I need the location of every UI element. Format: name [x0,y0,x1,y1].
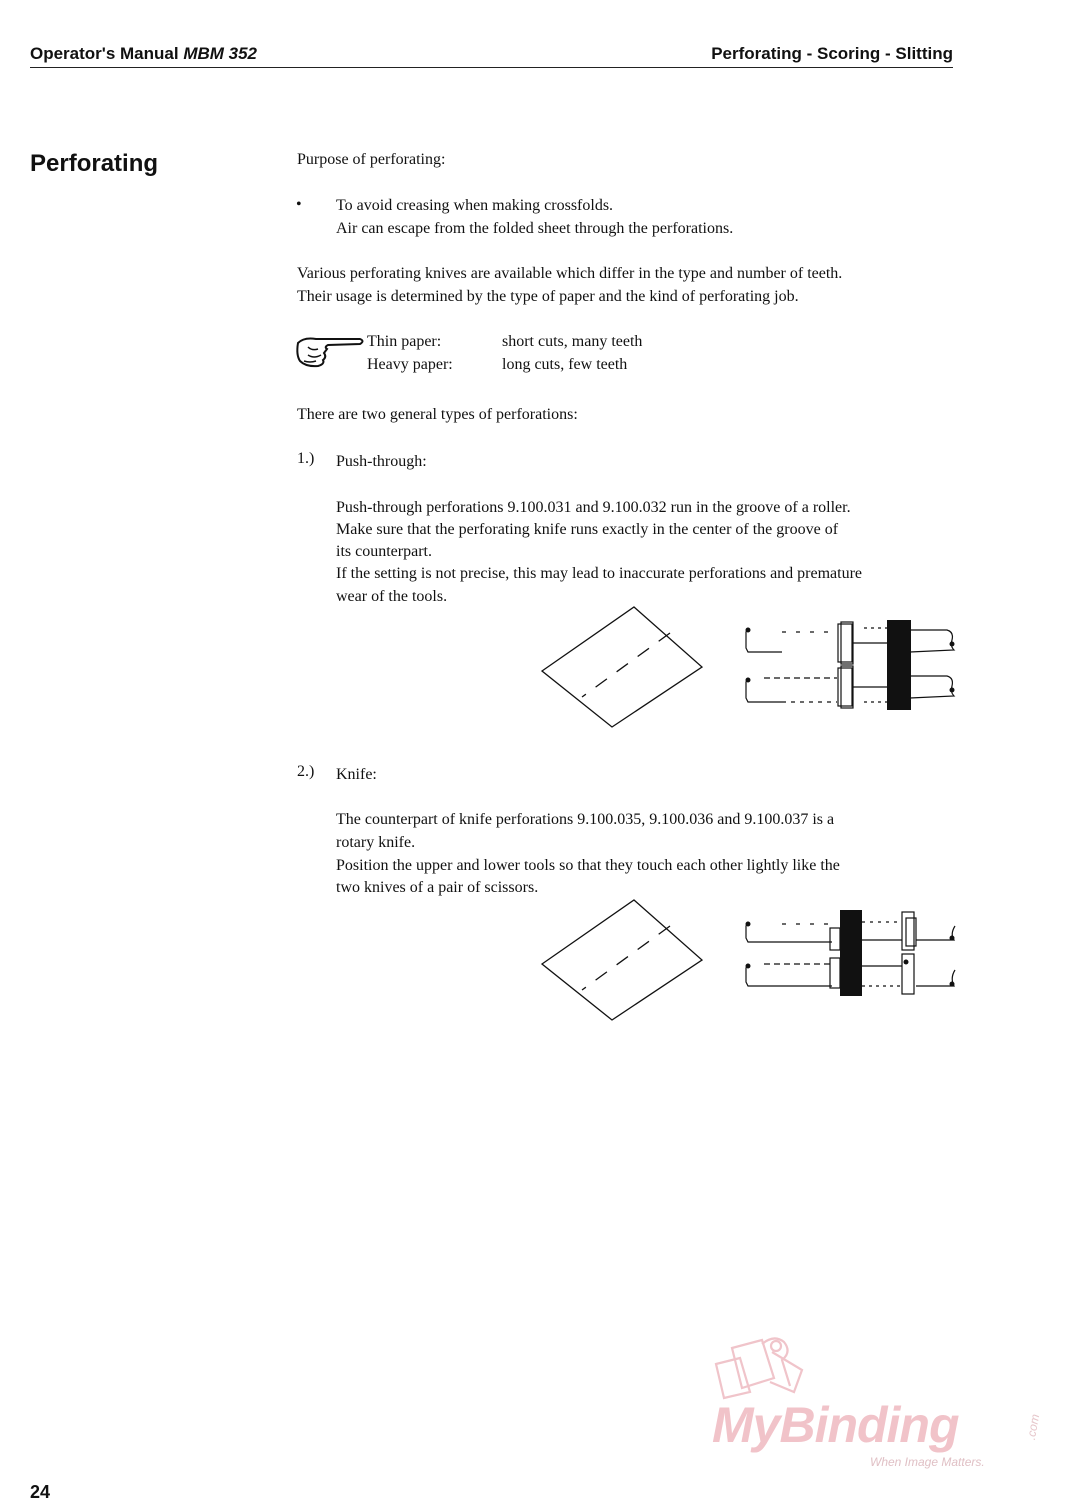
knife-sheet-diagram [538,898,704,1024]
knife-roller-diagram [742,908,957,998]
header-divider [30,67,953,68]
type2-number: 2.) [297,763,315,780]
types-intro: There are two general types of perforations: [297,406,578,423]
header-model: MBM 352 [183,44,257,63]
tip-label-heavy: Heavy paper: [367,356,453,373]
bullet-line-1: To avoid creasing when making crossfolds. [336,197,614,214]
type1-line-5: wear of the tools. [336,588,448,605]
type2-line-1: The counterpart of knife perforations 9.100.035, 9.100.036 and 9.100.037 is a [336,811,835,828]
bullet-marker: • [296,196,302,213]
type2-title: Knife: [336,766,377,783]
section-title: Perforating [30,150,159,177]
bullet-line-2: Air can escape from the folded sheet through the perforations. [336,220,734,237]
mybinding-logo-icon [712,1330,822,1402]
paragraph-line-2: Their usage is determined by the type of paper and the kind of perforating job. [297,288,799,305]
type1-number: 1.) [297,450,315,467]
page-number: 24 [30,1482,51,1502]
push-through-sheet-diagram [538,605,704,731]
type2-line-3: Position the upper and lower tools so that they touch each other lightly like the [336,857,840,874]
type1-line-2: Make sure that the perforating knife runs exactly in the center of the groove of [336,521,839,538]
pointing-hand-icon [294,333,366,369]
purpose-heading: Purpose of perforating: [297,151,446,168]
header-chapter-title: Perforating - Scoring - Slitting [711,44,953,63]
type1-line-3: its counterpart. [336,543,432,560]
watermark-suffix: .com [1023,1412,1043,1442]
type2-line-4: two knives of a pair of scissors. [336,879,539,896]
type1-line-4: If the setting is not precise, this may lead to inaccurate perforations and premature [336,565,863,582]
type2-line-2: rotary knife. [336,834,416,851]
header-manual-title: Operator's Manual MBM 352 [30,44,257,63]
type1-line-1: Push-through perforations 9.100.031 and 9.100.032 run in the groove of a roller. [336,499,851,516]
tip-value-heavy: long cuts, few teeth [502,356,628,373]
tip-label-thin: Thin paper: [367,333,442,350]
tip-value-thin: short cuts, many teeth [502,333,643,350]
paragraph-line-1: Various perforating knives are available which differ in the type and number of teeth. [297,265,843,282]
watermark-tagline: When Image Matters. [870,1455,985,1469]
watermark-brand: MyBinding [712,1397,959,1453]
push-through-roller-diagram [742,618,957,712]
type1-title: Push-through: [336,453,427,470]
